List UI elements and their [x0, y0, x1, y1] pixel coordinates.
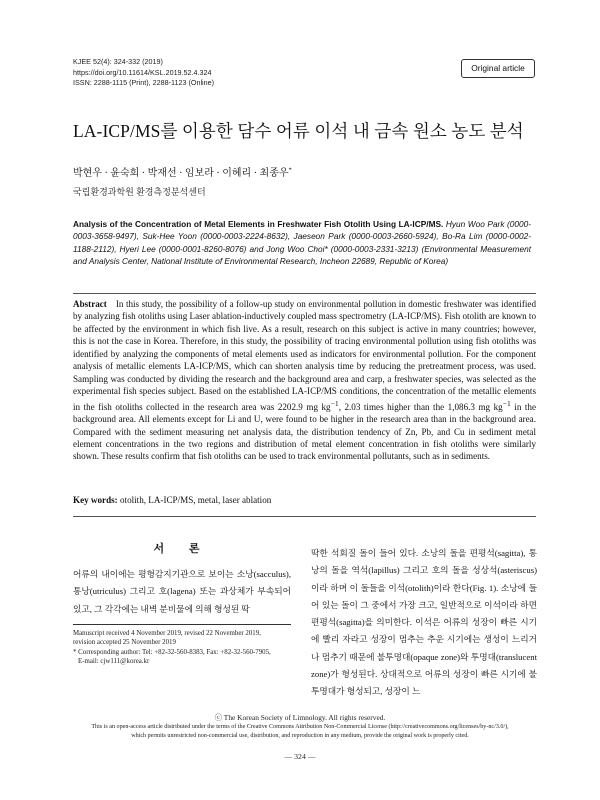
abstract-sup-2: −1 [502, 398, 511, 408]
license-line-1: This is an open-access article distributed under the terms of the Creative Commons Attribution Non-Commercial License (http://creativecommons.org/licenses/by-nc/3.0/), [91, 724, 509, 730]
manuscript-received: Manuscript received 4 November 2019, revised 22 November 2019, [73, 630, 261, 637]
doi-link[interactable]: https://doi.org/10.11614/KSL.2019.52.4.324 [73, 67, 212, 77]
english-title: Analysis of the Concentration of Metal Elements in Freshwater Fish Otolith Using LA-ICP/MS. [73, 219, 444, 229]
english-title-block [73, 218, 531, 267]
issn-line: ISSN: 2288-1115 (Print), 2288-1123 (Online) [73, 78, 215, 88]
corresponding-mark: * [288, 166, 292, 174]
section-heading: 서 론 [153, 543, 211, 555]
keywords-text: otolith, LA-ICP/MS, metal, laser ablation [120, 495, 272, 505]
abstract-sup-1: −1 [330, 398, 339, 408]
footnote-rule [73, 624, 291, 625]
author-names: 박현우 · 윤숙희 · 박재선 · 임보라 · 이혜리 · 최종우 [73, 168, 289, 179]
abstract-text-3: in the background area. All elements except for Li and U, were found to be higher in the research area than in the background area. Compared with the sediment measuring net analysis data, the distribution tendency of Zn, Pb, and Cu in sediment metal element concentrations in the two regions and distribution of metal element concentration in fish otoliths were similarly shown. These results confirm that fish otoliths can be used to track environmental pollutants, such as in sediments. [73, 401, 536, 462]
paper-title: LA-ICP/MS를 이용한 담수 어류 이석 내 금속 원소 농도 분석 [73, 121, 524, 141]
english-authors: Hyun Woo Park (0000-0003-3658-9497), Suk-Hee Yoon (0000-0003-2224-8632), Jaeseon Park (0000-0003-2660-5924), Bo-Ra Lim (0000-0002-1188-2112), Hyeri Lee (0000-0001-8260-8076) and Jong Woo Choi* (0000-0003-2331-3213) [73, 219, 532, 254]
license-text [60, 723, 540, 742]
journal-line: KJEE 52(4): 324-332 (2019) [73, 57, 163, 66]
footnotes [73, 629, 298, 666]
corresponding-author: * Corresponding author: Tel: +82-32-560-8383, Fax: +82-32-560-7905, [73, 648, 271, 656]
abstract-text-1: In this study, the possibility of a follow-up study on environmental pollution in domestic freshwater was identified by analyzing fish otoliths using Laser ablation-inductively coupled mass spectrometry (LA-ICP/MS). Fish otolith are known to be affected by the environment in which fish live. As a result, research on this subject is active in many countries; however, this is not the case in Korea. Therefore, in this study, the possibility of tracing environmental pollution using fish otoliths was identified by analyzing the components of metal elements used as indicators for environmental pollution. For the component analysis of metallic elements LA-ICP/MS, which can shorten analysis time by reducing the pretreatment process, was used. Sampling was conducted by dividing the research and the background area and carp, a freshwater species, was selected as the experimental fish species subject. Based on the established LA-ICP/MS conditions, the concentration of the metallic elements in the fish otoliths collected in the research area was 2202.9 mg kg [73, 299, 536, 412]
journal-meta [73, 57, 214, 89]
english-affiliation: (Environmental Measurement and Analysis Center, National Institute of Environmental Research, Incheon 22689, Republic of Korea) [73, 243, 532, 266]
abstract-label: Abstract [73, 299, 107, 309]
abstract [73, 298, 536, 463]
keywords-label: Key words: [73, 495, 118, 505]
copyright-line: ⓒ The Korean Society of Limnology. All rights reserved. [214, 713, 386, 722]
page-number: — 324 — [284, 752, 316, 761]
abstract-text-2: , 2.03 times higher than the 1,086.3 mg kg [338, 401, 503, 412]
keywords [73, 495, 271, 505]
author-list [73, 164, 292, 179]
email[interactable]: E-mail: cjw111@korea.kr [78, 657, 150, 665]
article-type-badge: Original article [461, 59, 535, 78]
body-right-column: 딱한 석회질 돌이 들어 있다. 소낭의 돌을 편평석(sagitta), 통낭의 돌을 역석(lapillus) 그리고 호의 돌을 성상석(asteriscus)이라 하며 이 돌들을 이석(otolith)이라 한다(Fig. 1). 소낭에 들어 있는 돌이 그 중에서 가장 크고, 일반적으로 이석이라 하면 편평석(sagitta)을 의미한다. 이석은 어류의 성장이 빠른 시기에 빨리 자라고 성장이 멈추는 추운 시기에는 생성이 느리거나 멈추기 때문에 불투명대(opaque zone)와 투명대(translucent zone)가 형성된다. 상대적으로 어류의 성장이 빠른 시기에 불투명대가 형성되고, 성장이 느 [311, 548, 537, 697]
author-affiliation: 국립환경과학원 환경측정분석센터 [73, 187, 206, 197]
body-left-column: 어류의 내이에는 평형감지기관으로 보이는 소낭(sacculus), 통낭(utriculus) 그리고 호(lagena) 또는 과상체가 부속되어 있고, 그 각각에는 내벽 분비물에 의해 형성된 딱 [73, 569, 291, 614]
revision-accepted: revision accepted 25 November 2019 [73, 639, 176, 647]
license-line-2: which permits unrestricted non-commercial use, distribution, and reproduction in any medium, provide the original work is properly cited. [131, 733, 469, 740]
